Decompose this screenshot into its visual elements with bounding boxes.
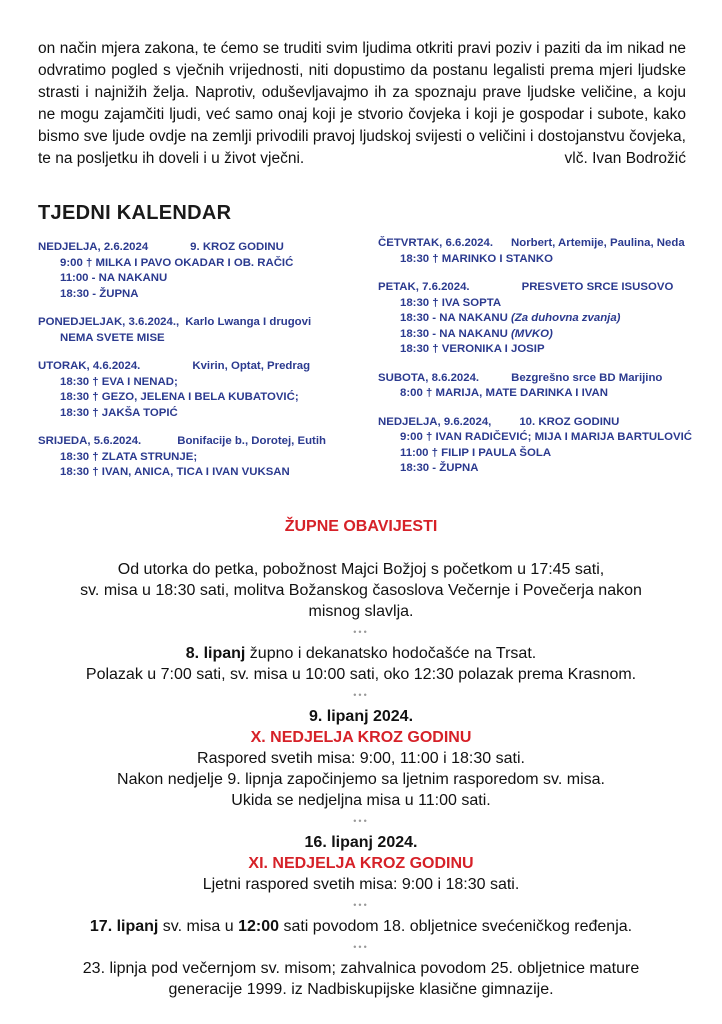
day-date: UTORAK, 4.6.2024. xyxy=(38,360,141,372)
announcement-june-9: 9. lipanj 2024. X. NEDJELJA KROZ GODINU Raspored svetih misa: 9:00, 11:00 i 18:30 sati. Nakon nedjelje 9. lipnja započinjemo sa ljetnim rasporedom sv. misa. Ukida se nedjeljna misa u 11:00 sati. xyxy=(117,708,605,809)
calendar-day xyxy=(38,240,358,302)
separator: ••• xyxy=(353,690,369,700)
signature: vlč. Ivan Bodrožić xyxy=(564,150,686,167)
announcement-june-16: 16. lipanj 2024. XI. NEDJELJA KROZ GODINU Ljetni raspored svetih misa: 9:00 i 18:30 sati. xyxy=(202,834,520,893)
announcement-devotion: Od utorka do petka, pobožnost Majci Božjoj s početkom u 17:45 sati, sv. misa u 18:30 sati, molitva Božanskog časoslova Večernje i Povečerja nakon misnog slavlja. xyxy=(80,561,642,620)
mass-entry: 18:30 - ŽUPNA xyxy=(60,287,139,300)
mass-entry: 18:30 † JAKŠA TOPIĆ xyxy=(60,406,178,419)
mass-entry: 9:00 † MILKA I PAVO OKADAR I OB. RAČIĆ xyxy=(60,256,294,269)
mass-note: (MVKO) xyxy=(510,327,553,340)
calendar-day xyxy=(38,315,358,346)
mass-entry: 18:30 - NA NAKANU (MVKO) xyxy=(400,327,553,340)
mass-entry: 18:30 † IVAN, ANICA, TICA I IVAN VUKSAN xyxy=(60,466,290,478)
day-saint: Bonifacije b., Dorotej, Eutih xyxy=(177,435,326,447)
intro-text: on način mjera zakona, te ćemo se truditi svim ljudima otkriti pravi poziv i paziti da im nikad ne odvratimo pogled s vječnih vrijednosti, niti dopustimo da postanu legalisti prema mjeri ljudske strasti i najnižih želja. Naprotiv, oduševljavajmo ih za spoznaju prave ljudske veličine, a koju ne mogu zajamčiti ljudi, već samo onaj koji je stvorio čovjeka i koji je gospodar i subote, kako bismo sve ljude ovdje na zemlji privodili pravoj ljudskoj svijesti o veličini i dostojanstvu čovjeka, te na posljetku ih doveli i u život vječni. xyxy=(38,40,686,167)
day-date: SRIJEDA, 5.6.2024. xyxy=(38,435,142,447)
day-saint: PRESVETO SRCE ISUSOVO xyxy=(521,281,674,293)
calendar-day xyxy=(378,371,698,402)
day-date: NEDJELJA, 9.6.2024, xyxy=(378,415,492,428)
mass-note: (Za duhovna zvanja) xyxy=(510,312,621,324)
mass-entry: NEMA SVETE MISE xyxy=(60,331,165,344)
day-saint: 9. KROZ GODINU xyxy=(190,241,284,253)
calendar-left-column xyxy=(38,240,358,494)
announcement-june-17: 17. lipanj sv. misa u 12:00 sati povodom 18. obljetnice svećeničkog ređenja. xyxy=(89,918,633,935)
calendar-day xyxy=(378,415,698,477)
day-saint: Karlo Lwanga I drugovi xyxy=(185,316,312,328)
day-saint: Bezgrešno srce BD Marijino xyxy=(511,371,663,384)
mass-entry: 18:30 - ŽUPNA xyxy=(400,462,479,474)
mass-entry: 18:30 † ZLATA STRUNJE; xyxy=(60,450,198,463)
calendar-right-column xyxy=(378,236,698,490)
day-saint: Norbert, Artemije, Paulina, Neda xyxy=(511,237,685,249)
day-date: SUBOTA, 8.6.2024. xyxy=(378,371,480,384)
day-saint: Kvirin, Optat, Predrag xyxy=(192,360,311,372)
mass-entry: 18:30 † MARINKO I STANKO xyxy=(400,252,553,265)
announcement-pilgrimage: 8. lipanj župno i dekanatsko hodočašće na Trsat. Polazak u 7:00 sati, sv. misa u 10:00 sati, oko 12:30 polazak prema Krasnom. xyxy=(85,645,637,683)
intro-paragraph xyxy=(38,38,686,170)
mass-entry: 18:30 † IVA SOPTA xyxy=(400,296,502,309)
calendar-day xyxy=(378,236,698,267)
mass-entry: 9:00 † IVAN RADIČEVIĆ; MIJA I MARIJA BARTULOVIĆ xyxy=(400,431,692,443)
mass-entry: 18:30 † VERONIKA I JOSIP xyxy=(400,343,545,355)
day-saint: 10. KROZ GODINU xyxy=(519,415,620,428)
calendar-day xyxy=(38,434,358,481)
separator: ••• xyxy=(353,900,369,910)
separator: ••• xyxy=(353,627,369,637)
calendar-day xyxy=(378,280,698,358)
day-date: ČETVRTAK, 6.6.2024. xyxy=(378,237,494,249)
mass-entry: 18:30 - NA NAKANU (Za duhovna zvanja) xyxy=(400,312,621,324)
announcement-june-23: 23. lipnja pod večernjom sv. misom; zahvalnica povodom 25. obljetnice mature generacije 1999. iz Nadbiskupijske klasične gimnazije. xyxy=(82,960,640,998)
mass-entry: 18:30 † GEZO, JELENA I BELA KUBATOVIĆ; xyxy=(60,391,299,403)
mass-entry: 18:30 † EVA I NENAD; xyxy=(60,375,178,388)
mass-entry: 11:00 - NA NAKANU xyxy=(60,272,168,284)
announcements xyxy=(40,516,682,1000)
day-date: PETAK, 7.6.2024. xyxy=(378,281,470,293)
announcements-title: ŽUPNE OBAVIJESTI xyxy=(284,518,438,535)
calendar-day xyxy=(38,359,358,421)
separator: ••• xyxy=(353,816,369,826)
mass-entry: 8:00 † MARIJA, MATE DARINKA I IVAN xyxy=(400,387,609,399)
day-date: PONEDJELJAK, 3.6.2024., xyxy=(38,316,180,328)
mass-entry: 11:00 † FILIP I PAULA ŠOLA xyxy=(400,446,552,459)
calendar-heading: TJEDNI KALENDAR xyxy=(38,202,232,224)
day-date: NEDJELJA, 2.6.2024 xyxy=(38,241,149,253)
separator: ••• xyxy=(353,942,369,952)
